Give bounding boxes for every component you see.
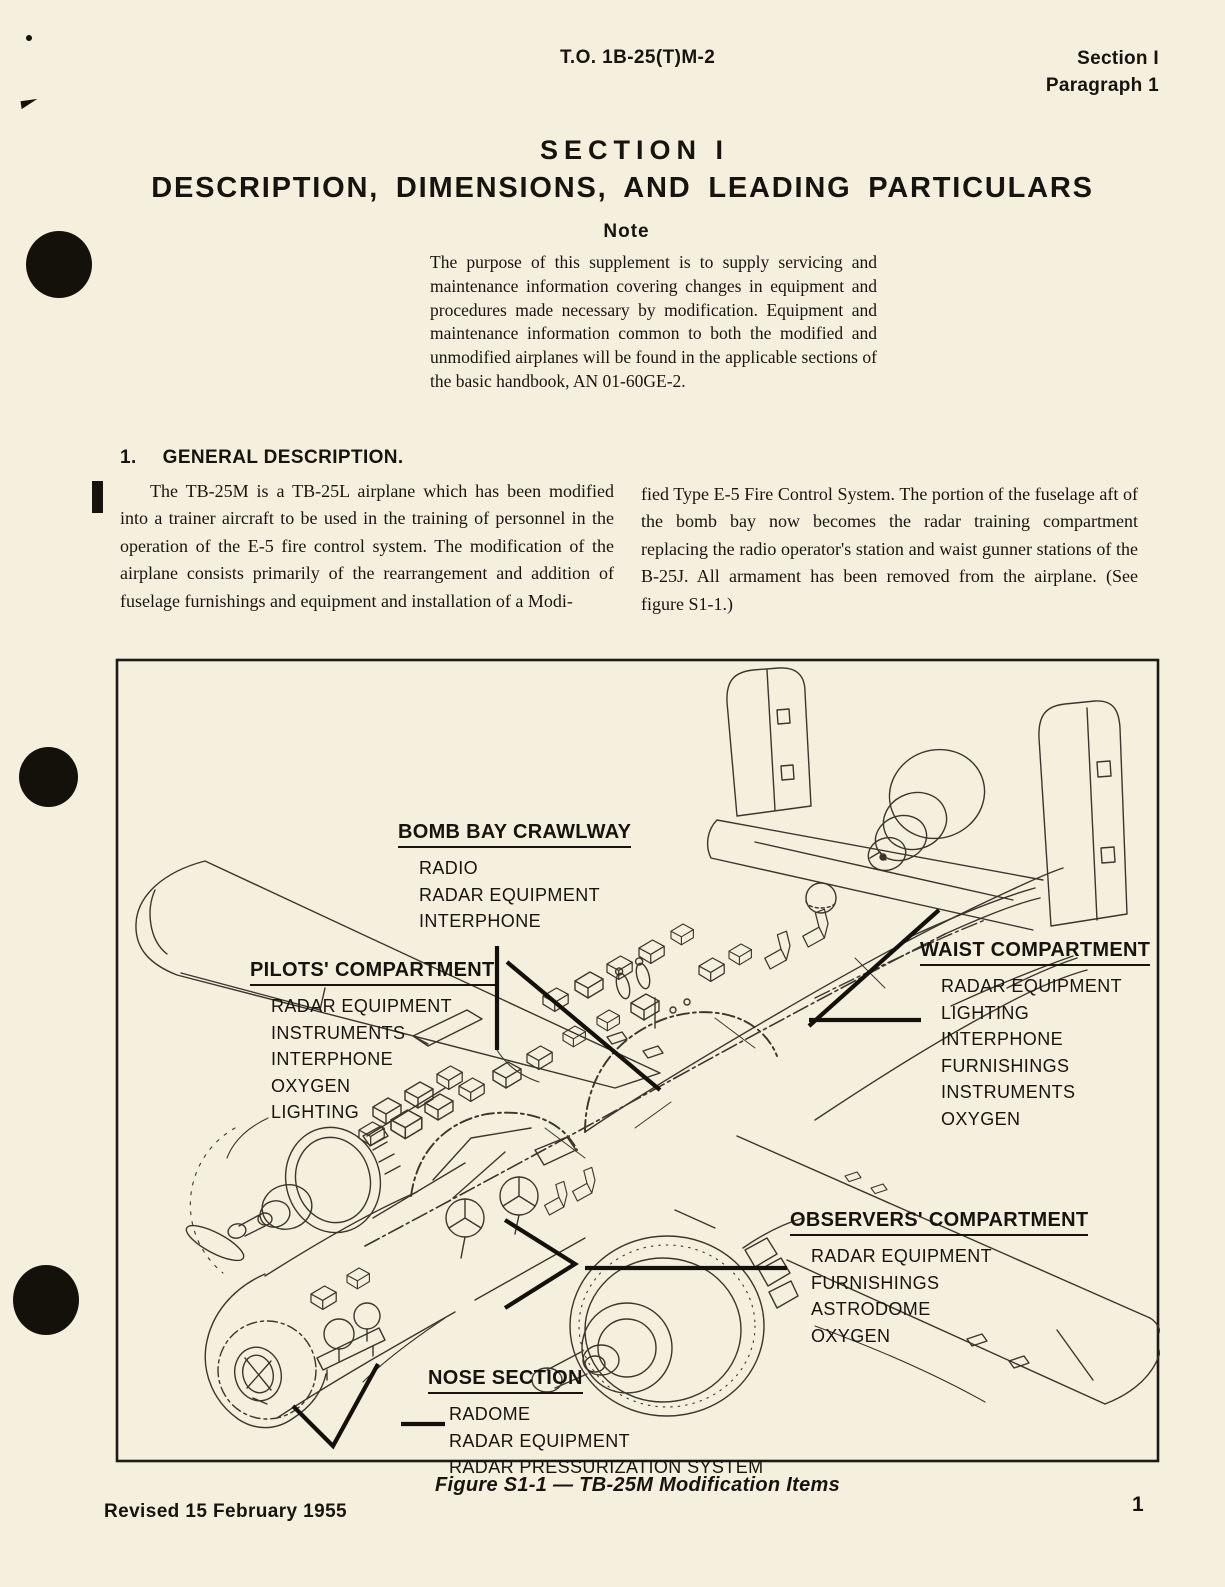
callout-pilots-title: PILOTS' COMPARTMENT xyxy=(250,960,495,986)
section-subtitle: DESCRIPTION, DIMENSIONS, AND LEADING PARTICULARS xyxy=(151,172,1094,204)
callout-item: INTERPHONE xyxy=(941,1029,1064,1049)
waist-equipment xyxy=(765,883,836,969)
general-description-heading xyxy=(120,447,404,469)
callout-item: INSTRUMENTS xyxy=(271,1022,406,1043)
body-column-right: fied Type E-5 Fire Control System. The portion of the fuselage aft of the bomb bay now becomes the radar training compartment replacing the radio operator's station and waist gunner stations of the B-25J. All armament has been removed from the airplane. (See figure S1-1.) xyxy=(641,484,1138,614)
callout-bomb-bay xyxy=(398,822,631,935)
callout-item: RADIO xyxy=(419,858,479,878)
callout-item: LIGHTING xyxy=(941,1002,1030,1023)
callout-item: INTERPHONE xyxy=(271,1049,394,1069)
callout-item: INTERPHONE xyxy=(419,911,542,931)
callout-item: OXYGEN xyxy=(271,1075,351,1096)
callout-item: FURNISHINGS xyxy=(811,1272,940,1293)
callout-waist-title: WAIST COMPARTMENT xyxy=(920,940,1150,966)
callout-pilots xyxy=(250,960,495,1126)
figure-s1-1 xyxy=(115,658,1160,1477)
to-number: T.O. 1B-25(T)M-2 xyxy=(560,47,716,68)
callout-item: ASTRODOME xyxy=(811,1299,931,1319)
page-number: 1 xyxy=(1132,1493,1144,1516)
pilots-leader xyxy=(507,962,660,1090)
callout-item: OXYGEN xyxy=(941,1108,1021,1129)
header-section: Section I xyxy=(1077,48,1159,69)
paragraph-number: 1. xyxy=(120,447,137,468)
callout-item: FURNISHINGS xyxy=(941,1055,1070,1076)
callout-bomb-bay-title: BOMB BAY CRAWLWAY xyxy=(398,822,631,848)
binder-hole xyxy=(13,1265,79,1335)
callout-waist xyxy=(920,940,1150,1132)
paragraph-heading-text: GENERAL DESCRIPTION. xyxy=(162,447,404,468)
callout-item: RADAR EQUIPMENT xyxy=(271,996,453,1016)
callout-nose xyxy=(428,1368,764,1481)
revision-change-bar xyxy=(92,481,103,513)
note-body: The purpose of this supplement is to supply servicing and maintenance information covering changes in equipment and procedures made necessary by modification. Equipment and maintenance information common to both the modified and unmodified airplanes will be found in the applicable sections of the basic handbook, AN 01-60GE-2. xyxy=(430,252,877,391)
note-heading: Note xyxy=(603,221,650,242)
cockpit xyxy=(411,1113,595,1258)
section-title: SECTION I xyxy=(539,135,729,165)
callout-item: INSTRUMENTS xyxy=(941,1082,1076,1102)
callout-item: OXYGEN xyxy=(811,1325,891,1346)
callout-observers xyxy=(790,1210,1088,1349)
footer-revision: Revised 15 February 1955 xyxy=(104,1501,348,1522)
callout-item: LIGHTING xyxy=(271,1102,360,1122)
scan-arrow-mark xyxy=(21,99,39,109)
callout-item: RADAR EQUIPMENT xyxy=(449,1430,631,1451)
observers-leader xyxy=(505,1220,787,1308)
callout-item: RADAR EQUIPMENT xyxy=(811,1246,993,1266)
figure-caption: Figure S1-1 — TB-25M Modification Items xyxy=(434,1474,841,1496)
callout-observers-title: OBSERVERS' COMPARTMENT xyxy=(790,1210,1088,1236)
header-paragraph: Paragraph 1 xyxy=(1045,75,1159,96)
callout-item: RADAR PRESSURIZATION SYSTEM xyxy=(449,1457,764,1477)
body-column-left: The TB-25M is a TB-25L airplane which has been modified into a trainer aircraft to be used in the training of personnel in the operation of the E-5 fire control system. The modification of the airplane consists primarily of the rearrangement and addition of fuselage furnishings and equipment and installation of a Modi- xyxy=(120,481,614,611)
callout-item: RADOME xyxy=(449,1404,531,1424)
binder-hole xyxy=(19,747,78,807)
callout-nose-title: NOSE SECTION xyxy=(428,1368,583,1394)
callout-item: RADAR EQUIPMENT xyxy=(941,976,1123,996)
header-section-block xyxy=(1046,45,1159,99)
callout-item: RADAR EQUIPMENT xyxy=(419,884,601,905)
scan-dot-mark xyxy=(26,35,32,41)
